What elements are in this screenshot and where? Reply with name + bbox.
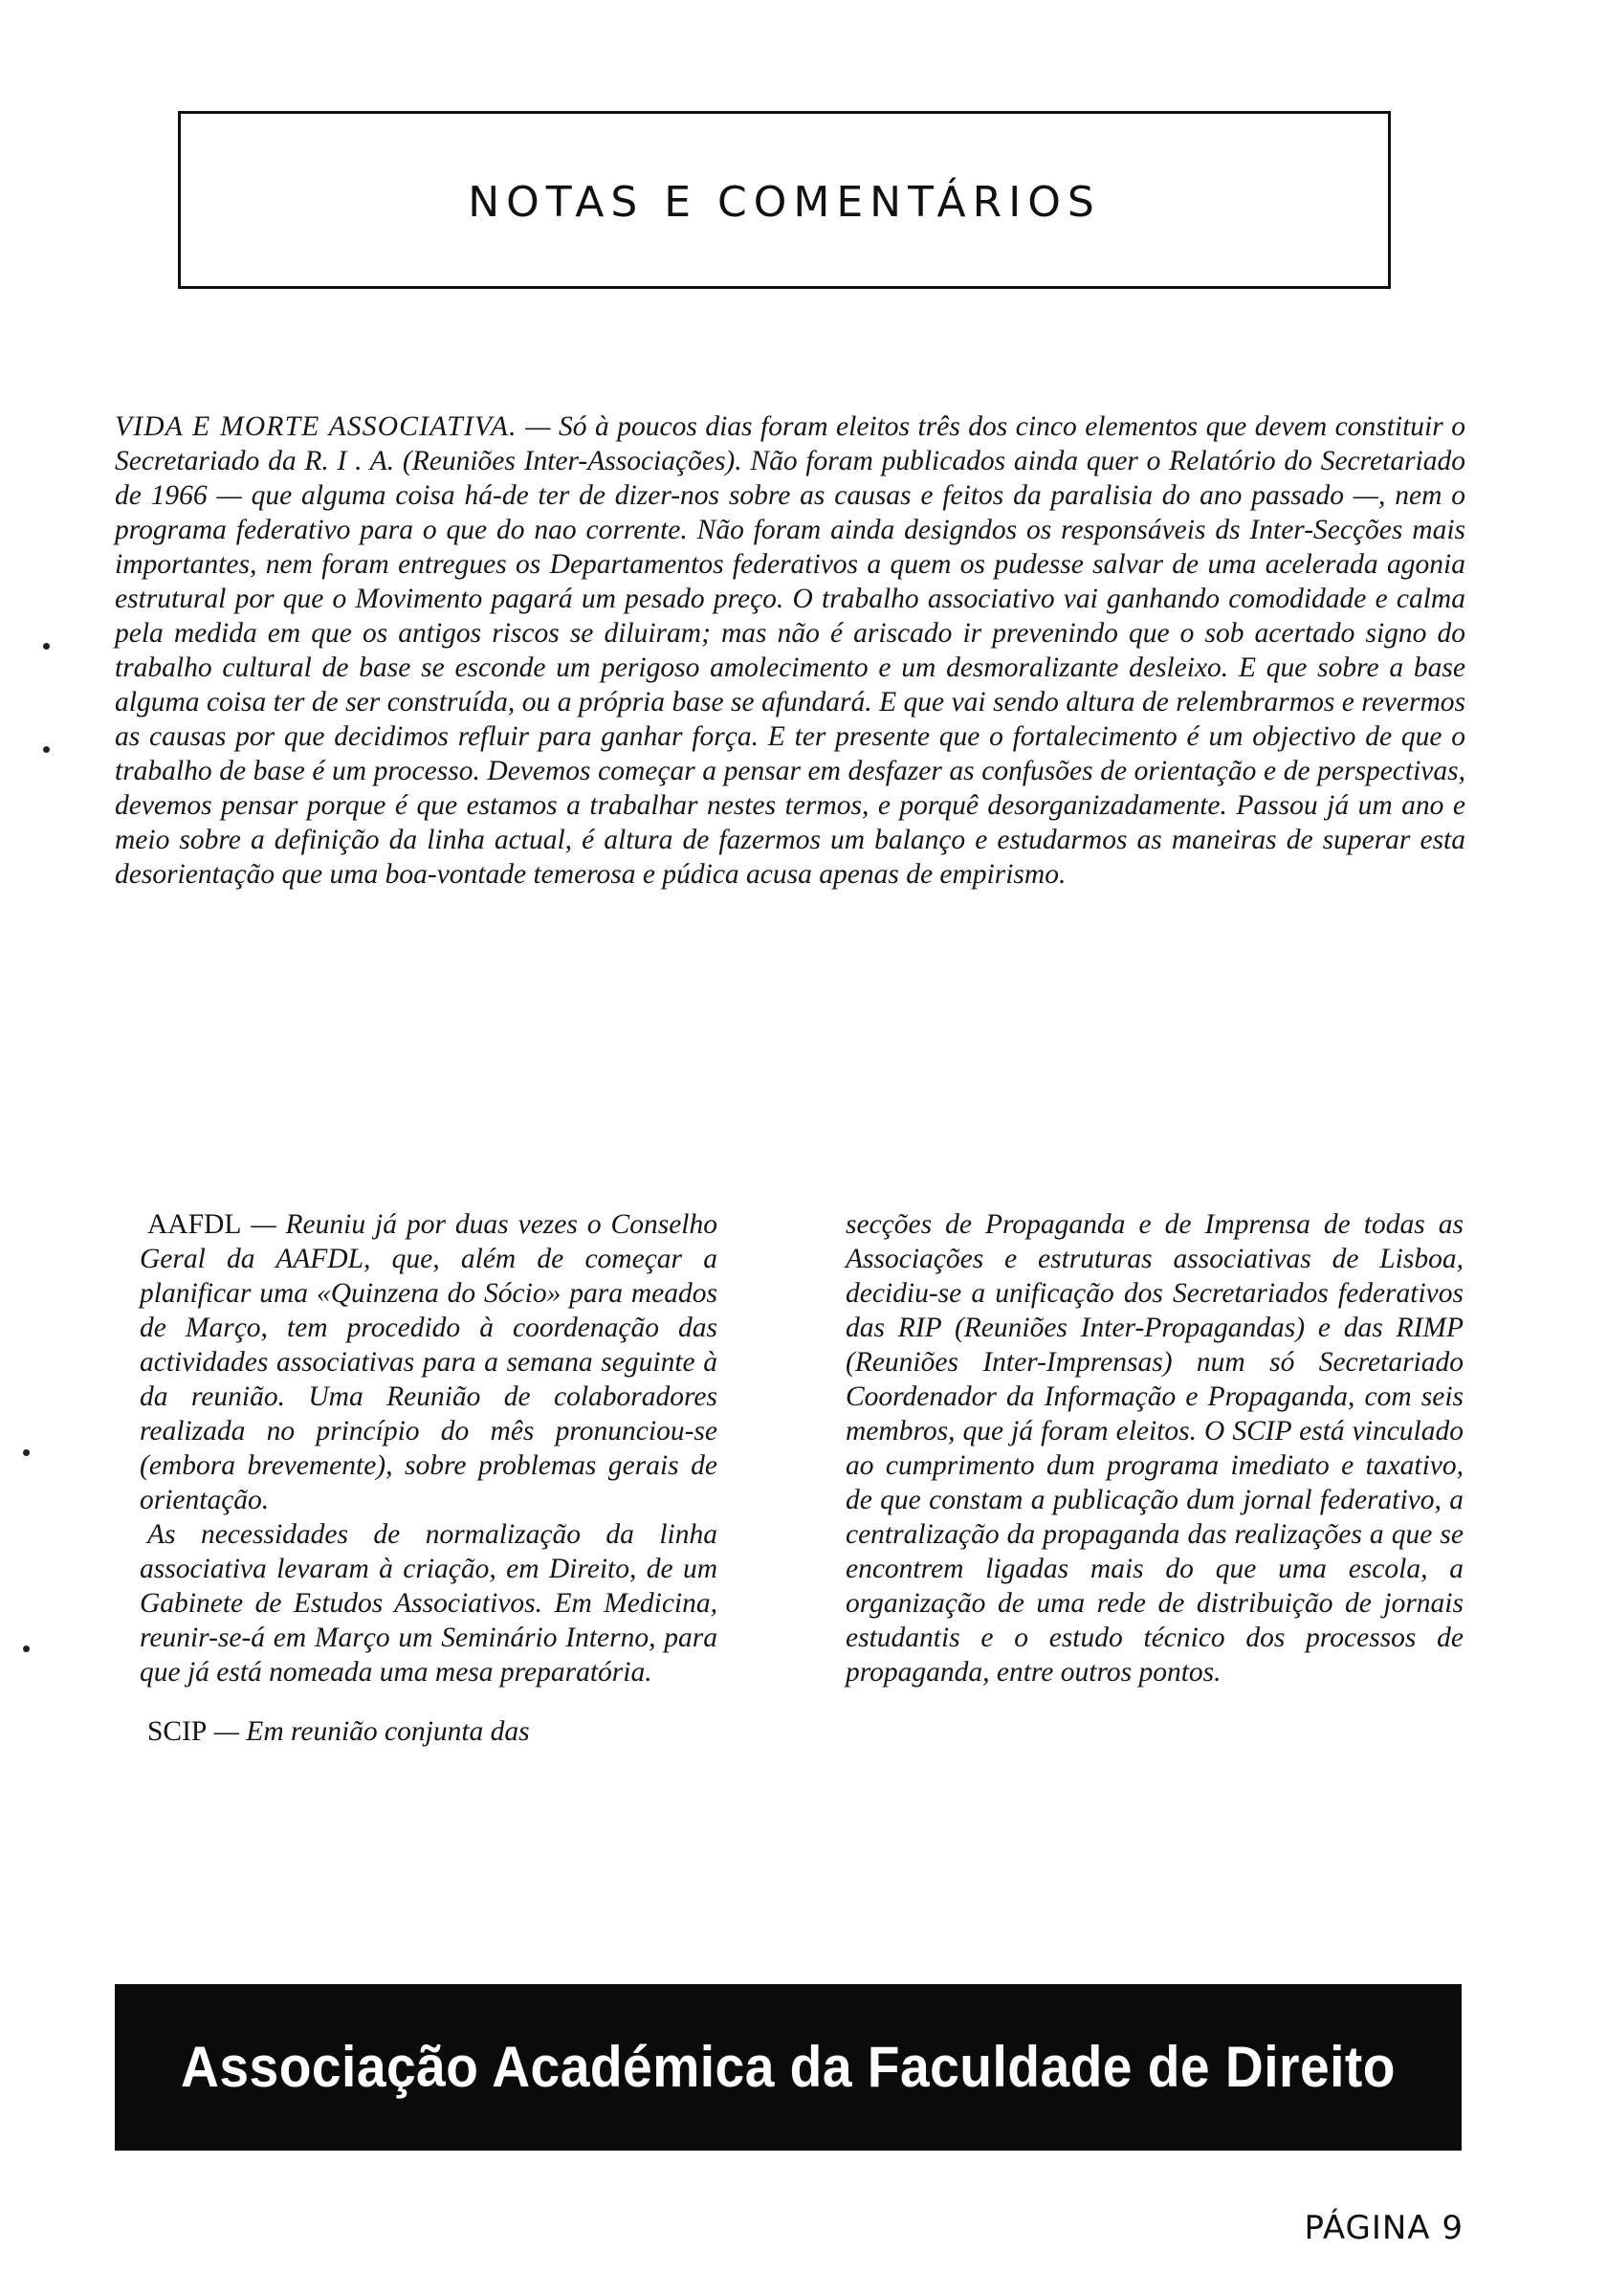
margin-dot [43, 643, 50, 650]
banner-text: Associação Académica da Faculdade de Direito [181, 2035, 1396, 2099]
page-title: NOTAS E COMENTÁRIOS [468, 178, 1101, 227]
association-banner [115, 1984, 1462, 2151]
scip-text: — Em reunião conjunta das [207, 1716, 530, 1747]
page-number: PÁGINA 9 [1304, 2209, 1464, 2247]
header-box [178, 111, 1391, 289]
intro-text: — Só à poucos dias foram eleitos três dos cinco elementos que devem constituir o Secretariado da R. I . A. (Reuniões Inter-Associações). Não foram publicados ainda quer o Relatório do Secretariado de 1966 — que alguma coisa há-de ter de dizer-nos sobre as causas e feitos da paralisia do ano passado —, nem o programa federativo para o que do nao corrente. Não foram ainda designdos os responsáveis ds Inter-Secções mais importantes, nem foram entregues os Departamentos federativos a quem os pudesse salvar de uma acelerada agonia estrutural por que o Movimento pagará um pesado preço. O trabalho associativo vai ganhando comodidade e calma pela medida em que os antigos riscos se diluiram; mas não é ariscado ir prevenindo que o sob acertado signo do trabalho cultural de base se esconde um perigoso amolecimento e um desmoralizante desleixo. E que sobre a base alguma coisa ter de ser construída, ou a própria base se afundará. E que vai sendo altura de relembrarmos e revermos as causas por que decidimos refluir para ganhar força. E ter presente que o fortalecimento é um objectivo de que o trabalho de base é um processo. Devemos começar a pensar em desfazer as confusões de orientação e de perspectivas, devemos pensar porque é que estamos a trabalhar nestes termos, e porquê desorganizadamente. Passou já um ano e meio sobre a definição da linha actual, é altura de fazermos um balanço e estudarmos as maneiras de superar esta desorientação que uma boa-vontade temerosa e púdica acusa apenas de empirismo. [115, 411, 1465, 890]
margin-dot [23, 1449, 30, 1456]
right-column [846, 1207, 1464, 1689]
margin-dot [23, 1645, 30, 1652]
scip-paragraph [140, 1714, 717, 1749]
associative-paragraph: As necessidades de normalização da linha associativa levaram à criação, em Direito, de um Gabinete de Estudos Associativos. Em Medicina, reunir-se-á em Março um Seminário Interno, para que já está nomeada uma mesa preparatória. [140, 1519, 717, 1688]
paragraph-gap [140, 1689, 717, 1714]
aafdl-label: AAFDL [147, 1209, 242, 1240]
margin-dot [43, 746, 50, 753]
scip-label: SCIP [147, 1716, 208, 1747]
left-column [140, 1207, 717, 1749]
scip-continuation: secções de Propaganda e de Imprensa de todas as Associações e estruturas associativas de Lisboa, decidiu-se a unificação dos Secretariados federativos das RIP (Reuniões Inter-Propagandas) e das RIMP (Reuniões Inter-Imprensas) num só Secretariado Coordenador da Informação e Propaganda, com seis membros, que já foram eleitos. O SCIP está vinculado ao cumprimento dum programa imediato e taxativo, de que constam a publicação dum jornal federativo, a centralização da propaganda das realizações a que se encontrem ligadas mais do que uma escola, a organização de uma rede de distribuição de jornais estudantis e o estudo técnico dos processos de propaganda, entre outros pontos. [846, 1209, 1464, 1688]
intro-lead: VIDA E MORTE ASSOCIATIVA. [115, 411, 517, 442]
aafdl-paragraph [140, 1207, 717, 1517]
intro-paragraph [115, 409, 1465, 892]
aafdl-text: — Reuniu já por duas vezes o Conselho Geral da AAFDL, que, além de começar a planificar uma «Quinzena do Sócio» para meados de Março, tem procedido à coordenação das actividades associativas para a semana seguinte à da reunião. Uma Reunião de colaboradores realizada no princípio do mês pronunciou-se (embora brevemente), sobre problemas gerais de orientação. [140, 1209, 717, 1515]
